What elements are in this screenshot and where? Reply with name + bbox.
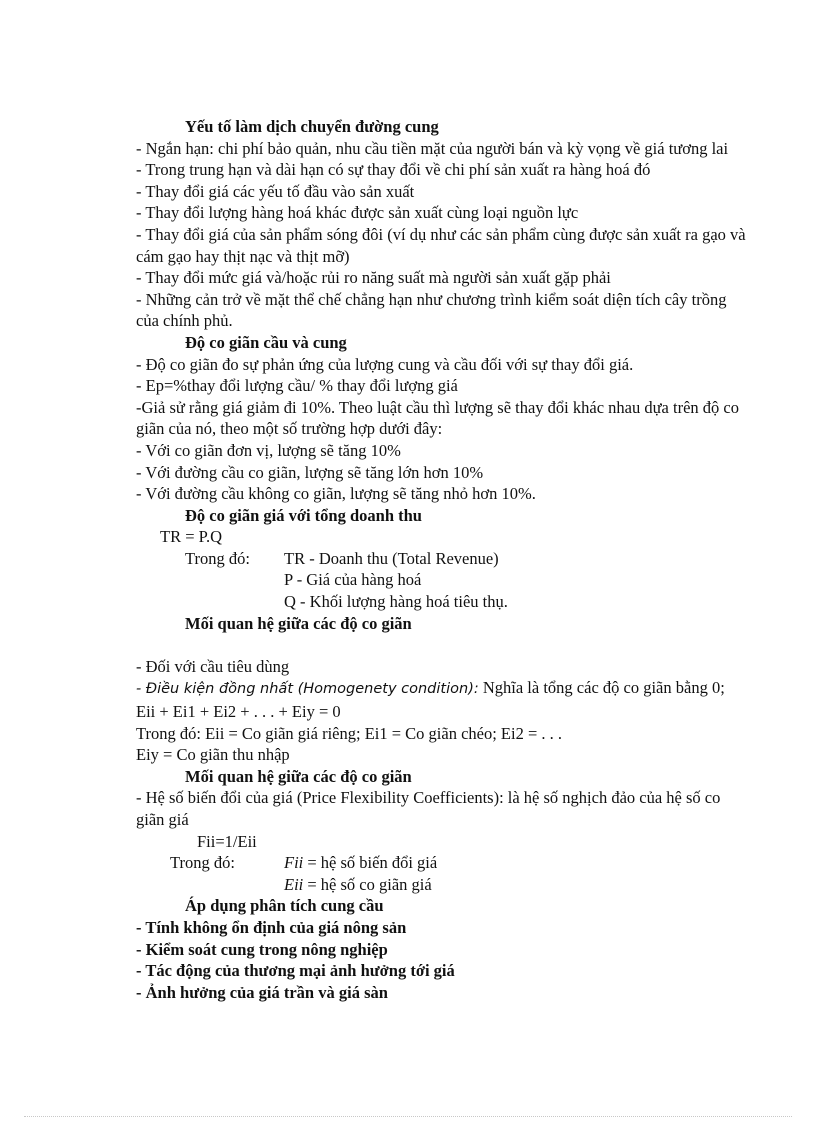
paragraph-elasticity-def: - Độ co giãn đo sự phản ứng của lượng cung và cầu đối với sự thay đổi giá. xyxy=(136,354,634,374)
heading-relationship-2: Mối quan hệ giữa các độ co giãn xyxy=(185,766,412,786)
paragraph-price-drop: -Giả sử rằng giá giảm đi 10%. Theo luật cầu thì lượng sẽ thay đổi khác nhau dựa trên độ co giãn của nó, theo một số trường hợp dưới đây: xyxy=(136,397,739,439)
paragraph-short-term: - Ngắn hạn: chi phí bảo quản, nhu cầu tiền mặt của người bán và kỳ vọng về giá tương lai xyxy=(136,138,729,158)
definition-row-tr xyxy=(136,548,746,570)
paragraph-inelastic: - Với đường cầu không co giãn, lượng sẽ tăng nhỏ hơn 10%. xyxy=(136,484,536,504)
definition-tr: TR - Doanh thu (Total Revenue) xyxy=(284,548,499,568)
paragraph-price-flexibility: - Hệ số biến đổi của giá (Price Flexibility Coefficients): là hệ số nghịch đảo của hệ số co giãn giá xyxy=(136,788,721,829)
fii-symbol: Fii xyxy=(284,853,304,873)
paragraph-ep-formula: - Ep=%thay đổi lượng cầu/ % thay đổi lượng giá xyxy=(136,376,458,396)
paragraph-homogeneity xyxy=(136,677,746,722)
paragraph-medium-long-term: - Trong trung hạn và dài hạn có sự thay đổi về chi phí sản xuất ra hàng hoá đó xyxy=(136,160,651,180)
fii-definition: = hệ số biến đổi giá xyxy=(303,853,438,873)
eii-definition: = hệ số co giãn giá xyxy=(303,874,432,894)
paragraph-eii-defs: Trong đó: Eii = Co giãn giá riêng; Ei1 = Co giãn chéo; Ei2 = . . . xyxy=(136,723,563,743)
paragraph-price-risk: - Thay đổi mức giá và/hoặc rủi ro năng suất mà người sản xuất gặp phải xyxy=(136,268,611,288)
paragraph-elastic: - Với đường cầu co giãn, lượng sẽ tăng lớn hơn 10% xyxy=(136,462,484,482)
paragraph-eiy-def: Eiy = Co giãn thu nhập xyxy=(136,745,290,765)
definition-row-eii xyxy=(136,874,746,896)
paragraph-institutional: - Những cản trở về mặt thể chế chẳng hạn như chương trình kiểm soát diện tích cây trồng của chính phủ. xyxy=(136,289,727,331)
homogeneity-label: - Điều kiện đồng nhất (Homogenety condition): xyxy=(136,681,479,698)
paragraph-input-prices: - Thay đổi giá các yếu tố đầu vào sản xuất xyxy=(136,181,415,201)
paragraph-other-goods: - Thay đổi lượng hàng hoá khác được sản xuất cùng loại nguồn lực xyxy=(136,203,579,223)
definition-row-q xyxy=(136,591,746,613)
definition-row-p xyxy=(136,569,746,591)
formula-fii: Fii=1/Eii xyxy=(197,831,257,851)
paragraph-unit-elastic: - Với co giãn đơn vị, lượng sẽ tăng 10% xyxy=(136,440,401,460)
definition-row-fii xyxy=(136,852,746,874)
homogeneity-text: Nghĩa là tổng các độ co giãn bằng 0; Eii + Ei1 + Ei2 + . . . + Eiy = 0 xyxy=(136,678,725,722)
blank-line xyxy=(136,634,746,656)
heading-supply-shift: Yếu tố làm dịch chuyển đường cung xyxy=(185,117,439,136)
eii-symbol: Eii xyxy=(284,874,304,894)
list-item-trade-impact: - Tác động của thương mại ảnh hưởng tới giá xyxy=(136,961,455,981)
heading-elasticity: Độ co giãn cầu và cung xyxy=(185,332,347,352)
definition-q: Q - Khối lượng hàng hoá tiêu thụ. xyxy=(284,592,508,612)
where-label: Trong đó: xyxy=(185,548,250,568)
page-bottom-divider xyxy=(24,1116,792,1117)
where-label-2: Trong đó: xyxy=(170,853,235,873)
heading-relationship-1: Mối quan hệ giữa các độ co giãn xyxy=(185,613,412,633)
list-item-price-instability: - Tính không ổn định của giá nông sản xyxy=(136,917,407,937)
document-page xyxy=(136,116,746,1003)
heading-revenue: Độ co giãn giá với tổng doanh thu xyxy=(185,505,422,525)
paragraph-consumer-demand: - Đối với cầu tiêu dùng xyxy=(136,656,290,676)
list-item-supply-control: - Kiểm soát cung trong nông nghiệp xyxy=(136,939,388,959)
paragraph-joint-products: - Thay đổi giá của sản phẩm sóng đôi (ví dụ như các sản phẩm cùng được sản xuất ra gạo và cám gạo hay thịt nạc và thịt mỡ) xyxy=(136,224,746,266)
heading-application: Áp dụng phân tích cung cầu xyxy=(185,896,384,916)
definition-p: P - Giá của hàng hoá xyxy=(284,570,422,590)
formula-tr: TR = P.Q xyxy=(160,527,223,547)
list-item-price-ceiling-floor: - Ảnh hưởng của giá trần và giá sàn xyxy=(136,982,388,1002)
